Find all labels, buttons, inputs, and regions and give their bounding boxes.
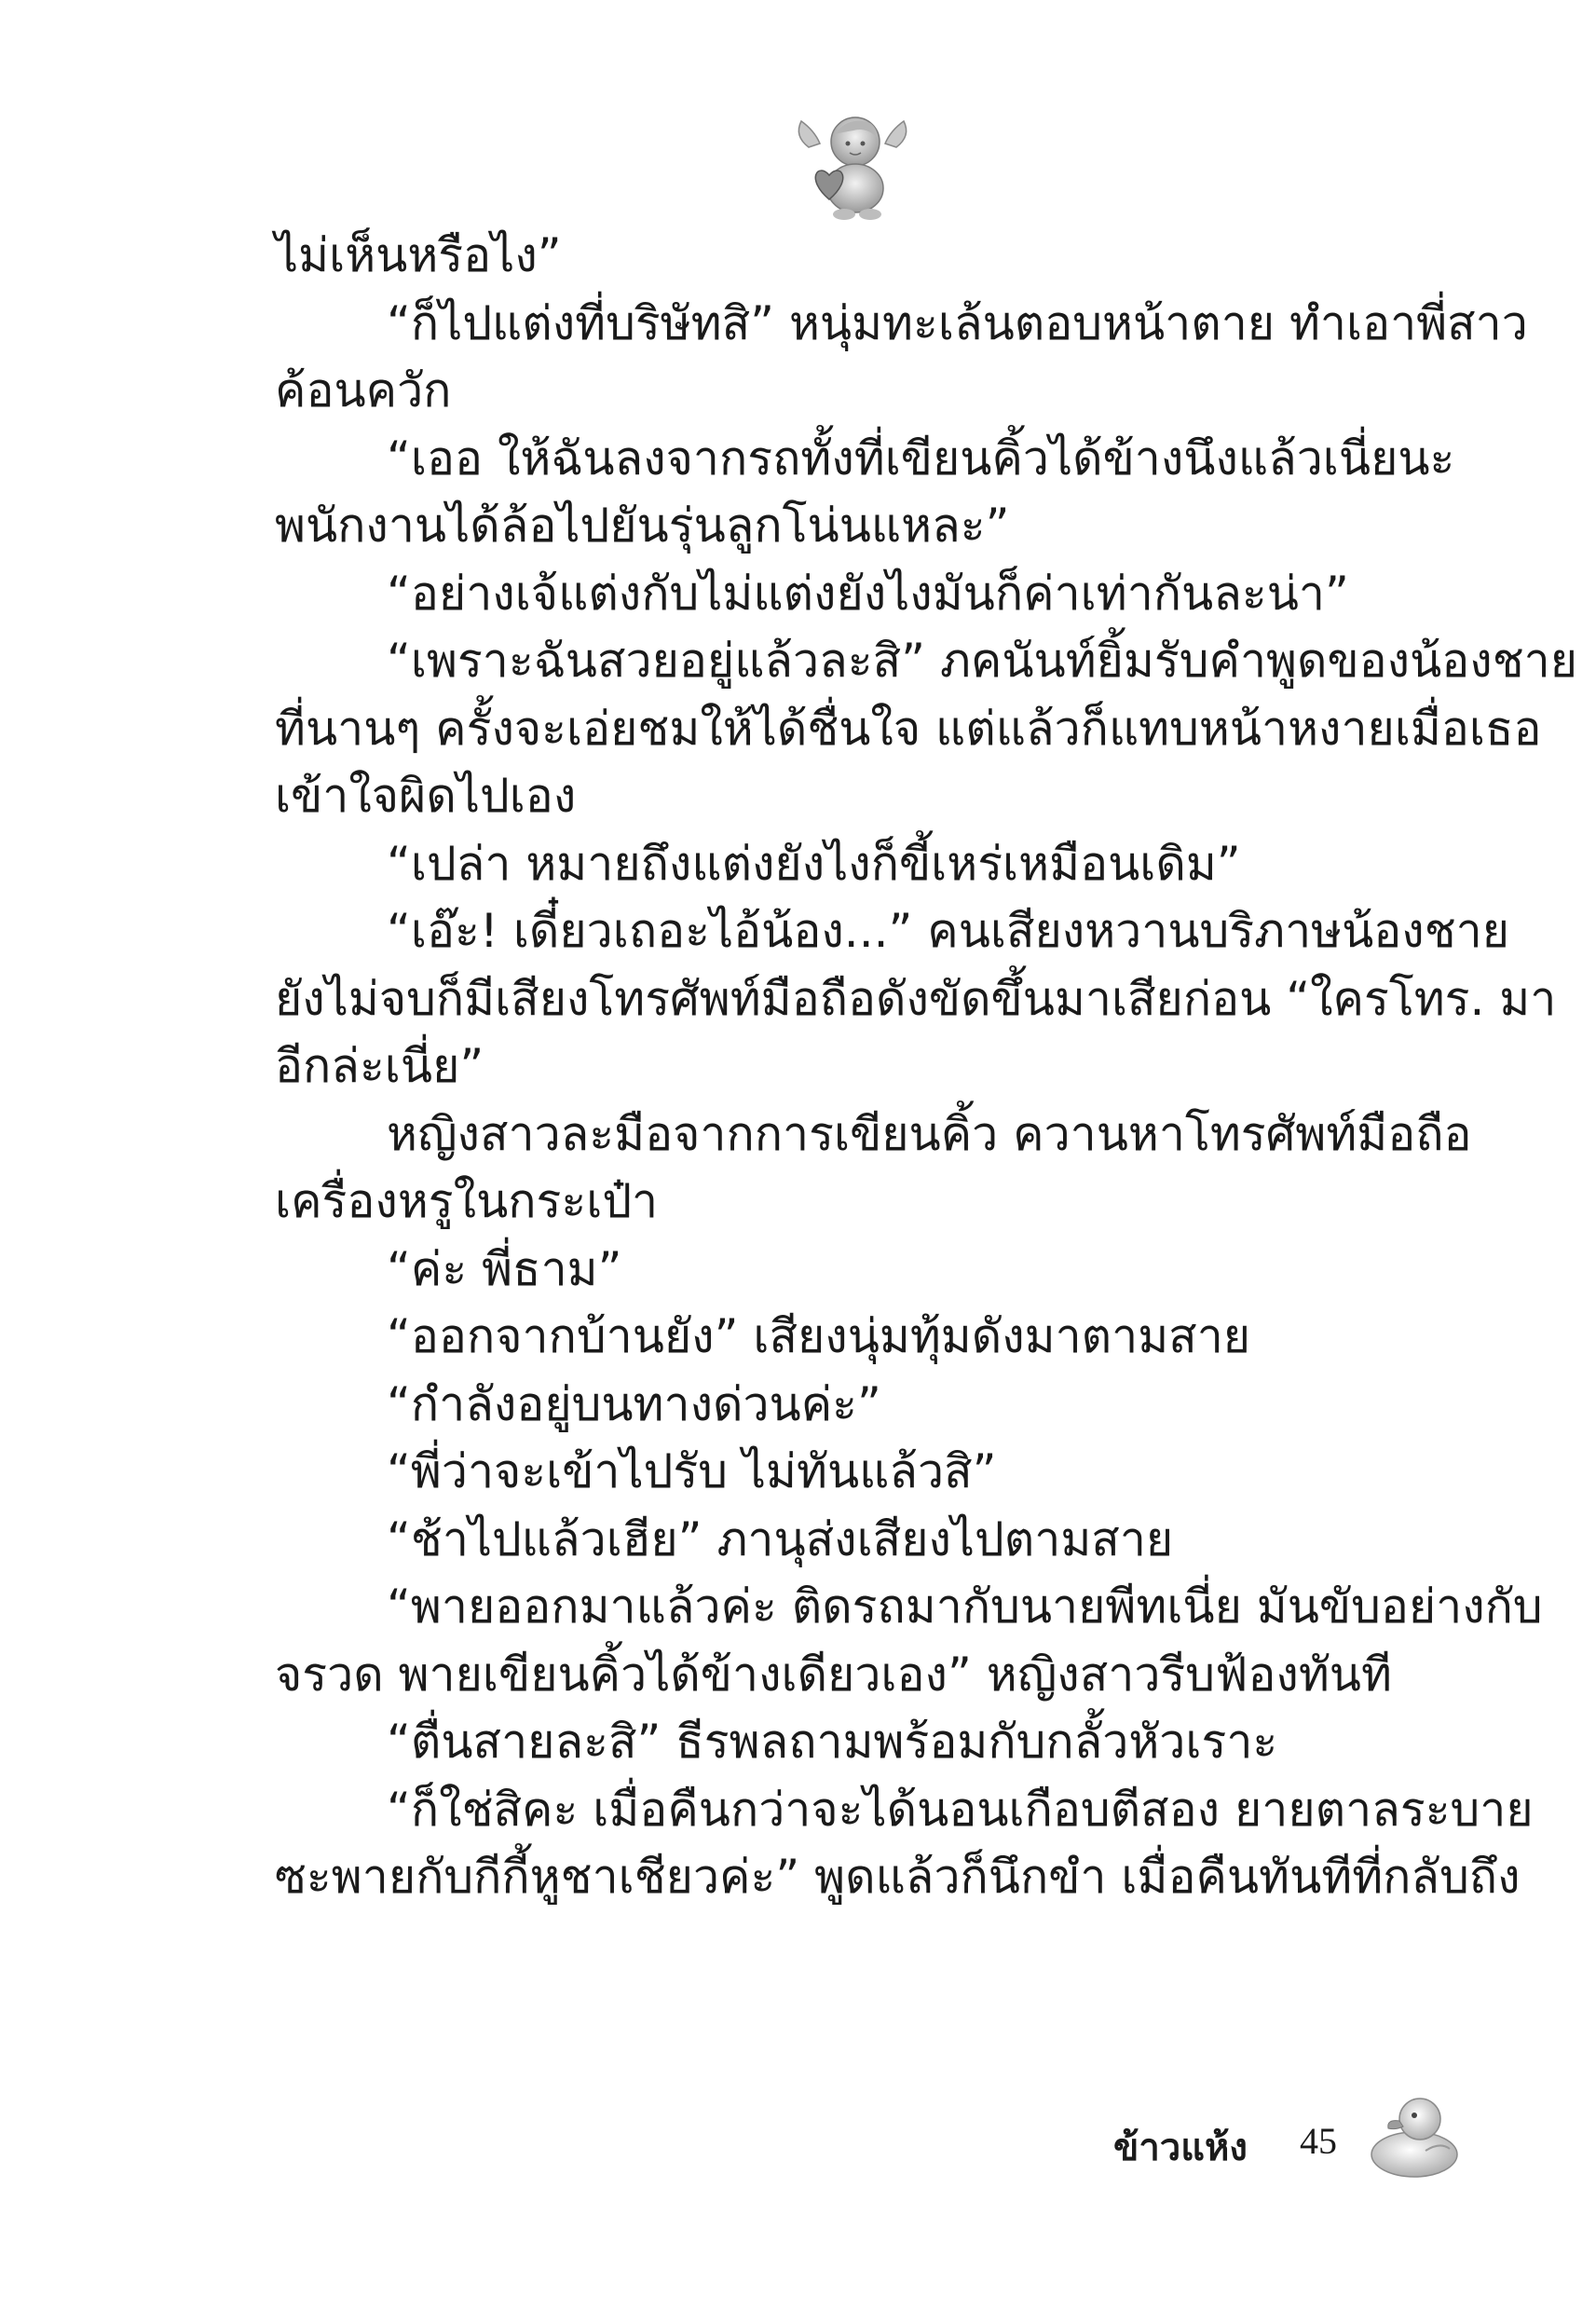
text-line: เข้าใจผิดไปเอง bbox=[275, 769, 577, 823]
text-line: “เออ ให้ฉันลงจากรถทั้งที่เขียนคิ้วได้ข้างนึงแล้วเนี่ยนะ bbox=[387, 431, 1455, 485]
text-line: “ก็ไปแต่งที่บริษัทสิ” หนุ่มทะเล้นตอบหน้าตาย ทำเอาพี่สาว bbox=[387, 296, 1528, 350]
text-line: “ช้าไปแล้วเฮีย” ภานุส่งเสียงไปตามสาย bbox=[387, 1512, 1174, 1566]
text-line: หญิงสาวละมือจากการเขียนคิ้ว ควานหาโทรศัพท์มือถือ bbox=[387, 1107, 1472, 1161]
text-line: พนักงานได้ล้อไปยันรุ่นลูกโน่นแหละ” bbox=[275, 499, 1010, 553]
text-line: “เอ๊ะ! เดี๋ยวเถอะไอ้น้อง...” คนเสียงหวานบริภาษน้องชาย bbox=[387, 904, 1510, 958]
text-line: “ก็ใช่สิคะ เมื่อคืนกว่าจะได้นอนเกือบตีสอง ยายตาลระบาย bbox=[387, 1783, 1534, 1837]
text-line: ซะพายกับกีกี้หูชาเชียวค่ะ” พูดแล้วก็นึกขำ เมื่อคืนทันทีที่กลับถึง bbox=[275, 1850, 1521, 1904]
text-line: จรวด พายเขียนคิ้วได้ข้างเดียวเอง” หญิงสาวรีบฟ้องทันที bbox=[275, 1648, 1392, 1702]
text-line: ยังไม่จบก็มีเสียงโทรศัพท์มือถือดังขัดขึ้นมาเสียก่อน “ใครโทร. มา bbox=[275, 972, 1557, 1026]
text-line: อีกล่ะเนี่ย” bbox=[275, 1039, 484, 1093]
page-number: 45 bbox=[1300, 2120, 1337, 2162]
text-line: ค้อนควัก bbox=[275, 363, 452, 417]
page-footer bbox=[1113, 2108, 1449, 2192]
text-line: “พายออกมาแล้วค่ะ ติดรถมากับนายพีทเนี่ย มันขับอย่างกับ bbox=[387, 1579, 1543, 1634]
text-line: “เปล่า หมายถึงแต่งยังไงก็ขี้เหร่เหมือนเดิม” bbox=[387, 837, 1241, 891]
book-title: ข้าวแห้ง bbox=[1113, 2126, 1248, 2169]
text-line: “อย่างเจ้แต่งกับไม่แต่งยังไงมันก็ค่าเท่ากันละน่า” bbox=[387, 567, 1349, 621]
text-line: เครื่องหรูในกระเป๋า bbox=[275, 1174, 659, 1228]
cherub-holding-heart-icon bbox=[792, 110, 913, 222]
rubber-duck-icon bbox=[1360, 2080, 1463, 2182]
text-line: “ตื่นสายละสิ” ธีรพลถามพร้อมกับกลั้วหัวเราะ bbox=[387, 1715, 1278, 1769]
text-line: “พี่ว่าจะเข้าไปรับ ไม่ทันแล้วสิ” bbox=[387, 1444, 997, 1498]
text-line: “กำลังอยู่บนทางด่วนค่ะ” bbox=[387, 1377, 881, 1431]
text-line: “ออกจากบ้านยัง” เสียงนุ่มทุ้มดังมาตามสาย bbox=[387, 1309, 1251, 1363]
text-line: “เพราะฉันสวยอยู่แล้วละสิ” ภคนันท์ยิ้มรับคำพูดของน้องชาย bbox=[387, 634, 1578, 688]
text-line: ที่นานๆ ครั้งจะเอ่ยชมให้ได้ชื่นใจ แต่แล้วก็แทบหน้าหงายเมื่อเธอ bbox=[275, 702, 1542, 756]
text-line: ไม่เห็นหรือไง” bbox=[275, 228, 562, 282]
text-line: “ค่ะ พี่ธาม” bbox=[387, 1242, 622, 1296]
